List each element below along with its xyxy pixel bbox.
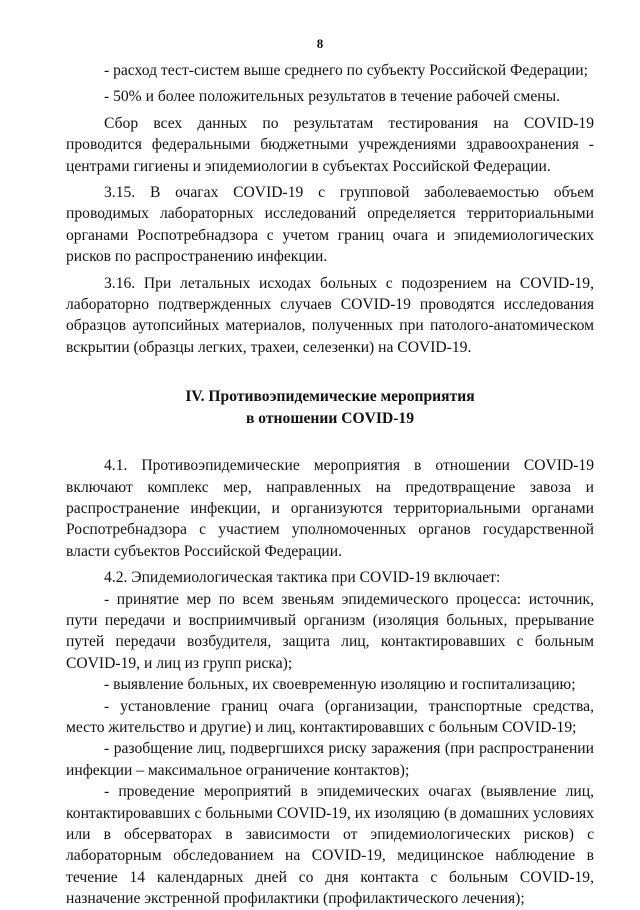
list-item: - установление границ очага (организации, транспортные средства, место жительство и другие) и лиц, контактировавших с больным COVID-19; [66, 697, 594, 736]
section-heading-line-2: в отношении COVID-19 [245, 409, 415, 427]
list-item-test-systems: - расход тест-систем выше среднего по субъекту Российской Федерации; [104, 62, 588, 79]
paragraph-4-1: 4.1. Противоэпидемические мероприятия в отношении COVID-19 включают комплекс мер, направленных на предотвращение завоза и распространение инфекции, и организуются территориальными органами Роспотребнадзора с участием уполномоченных органов государственной власти субъектов Российской Федерации. [66, 457, 594, 560]
section-heading-line-1: IV. Противоэпидемические мероприятия [185, 388, 475, 406]
section-heading [66, 386, 594, 429]
list-item: - проведение мероприятий в эпидемических очагах (выявление лиц, контактировавших с больными COVID-19, их изоляцию (в домашних условиях или в обсерваторах в зависимости от эпидемиологических рисков) с лабораторным обследованием на COVID-19, медицинское наблюдение в течение 14 календарных дней со дня контакта с больным COVID-19, назначение экстренной профилактики (профилактического лечения); [66, 783, 594, 908]
paragraph-3-15: 3.15. В очагах COVID-19 с групповой заболеваемостью объем проводимых лабораторных исследований определяется территориальными органами Роспотребнадзора с учетом границ очага и эпидемиологических рисков по распространению инфекции. [66, 184, 594, 266]
page-number: 8 [316, 36, 324, 51]
paragraph-data-collection: Сбор всех данных по результатам тестирования на COVID-19 проводится федеральными бюджетными учреждениями здравоохранения - центрами гигиены и эпидемиологии в субъектах Российской Федерации. [66, 114, 594, 175]
list-item: - разобщение лиц, подвергшихся риску заражения (при распространении инфекции – максимальное ограничение контактов); [66, 740, 594, 779]
paragraph-3-16: 3.16. При летальных исходах больных с подозрением на COVID-19, лабораторно подтвержденных случаев COVID-19 проводятся исследования образцов аутопсийных материалов, полученных при патолого-анатомическом вскрытии (образцы легких, трахеи, селезенки) на COVID-19. [66, 274, 594, 356]
list-item: - принятие мер по всем звеньям эпидемического процесса: источник, пути передачи и восприимчивый организм (изоляция больных, прерывание путей передачи возбудителя, защита лиц, контактировавших с больным COVID-19, и лиц из групп риска); [66, 590, 594, 672]
list-item: - выявление больных, их своевременную изоляцию и госпитализацию; [104, 676, 576, 694]
paragraph-4-2: 4.2. Эпидемиологическая тактика при COVID-19 включает: [104, 569, 501, 587]
list-item-positive-results: - 50% и более положительных результатов в течение рабочей смены. [104, 88, 560, 106]
